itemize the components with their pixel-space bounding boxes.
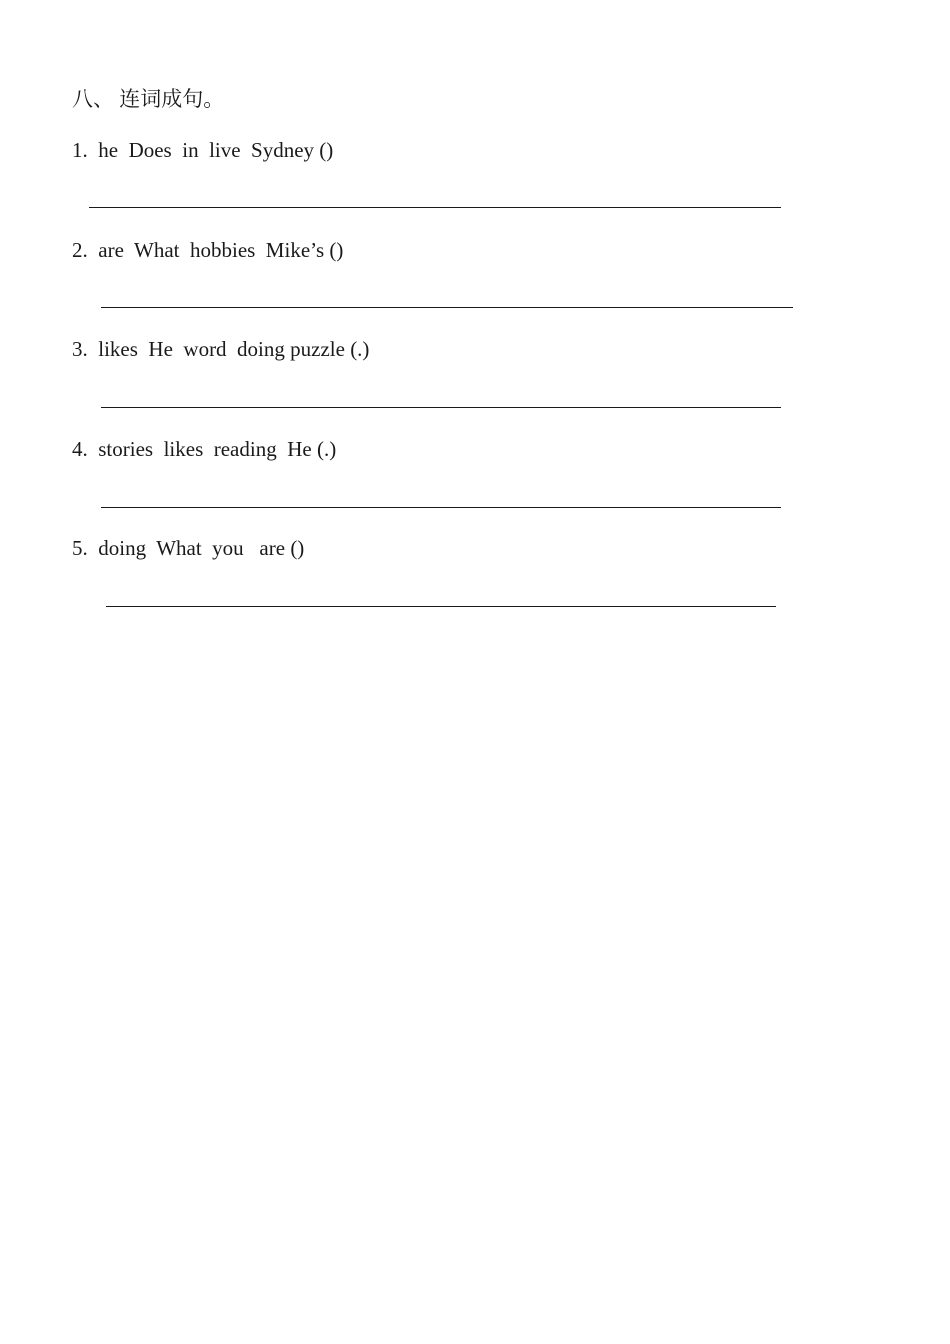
question-4: 4. stories likes reading He (.) [72, 437, 337, 461]
answer-line-1[interactable] [89, 207, 781, 208]
section-heading: 八、 连词成句。 [72, 87, 225, 111]
answer-line-3[interactable] [101, 407, 781, 408]
question-2: 2. are What hobbies Mike’s () [72, 238, 344, 262]
question-1: 1. he Does in live Sydney () [72, 138, 334, 162]
question-3: 3. likes He word doing puzzle (.) [72, 337, 370, 361]
question-5: 5. doing What you are () [72, 536, 305, 560]
answer-line-2[interactable] [101, 307, 793, 308]
answer-line-5[interactable] [106, 606, 776, 607]
answer-line-4[interactable] [101, 507, 781, 508]
